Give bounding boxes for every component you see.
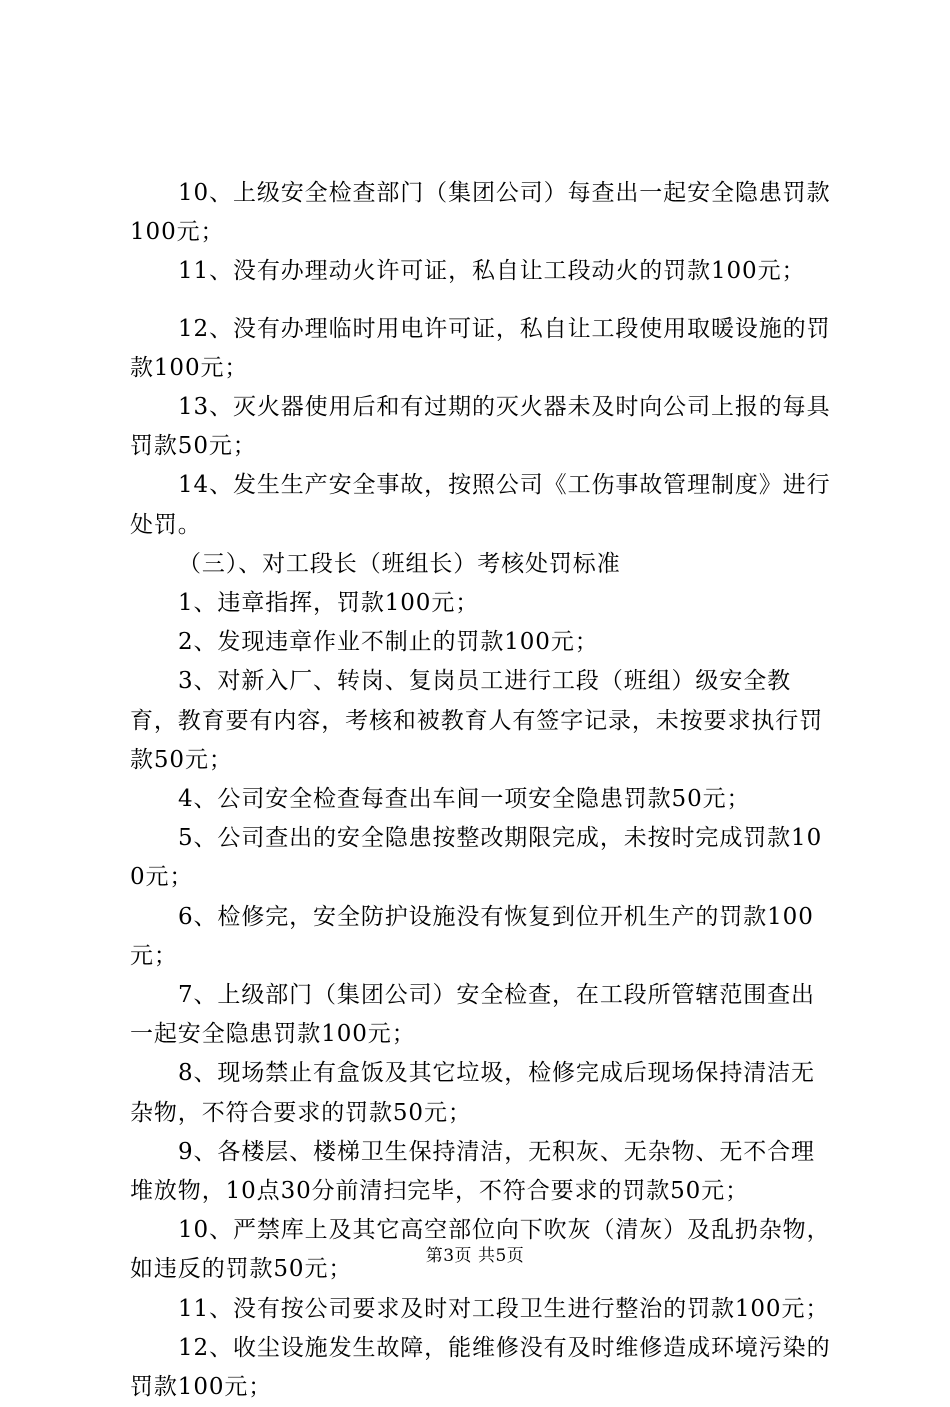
- paragraph-foreman-item-8: 8、现场禁止有盒饭及其它垃圾，检修完成后现场保持清洁无杂物，不符合要求的罚款50元；: [130, 1060, 815, 1126]
- paragraph-foreman-item-3: 3、对新入厂、转岗、复岗员工进行工段（班组）级安全教育，教育要有内容，考核和被教育人有签字记录，未按要求执行罚款50元；: [130, 668, 824, 773]
- document-body: [130, 174, 832, 1407]
- paragraph-item-13-extinguisher: 13、灭火器使用后和有过期的灭火器未及时向公司上报的每具罚款50元；: [130, 394, 831, 460]
- paragraph-foreman-item-5: 5、公司查出的安全隐患按整改期限完成，未按时完成罚款100元；: [130, 825, 823, 891]
- paragraph-foreman-item-9: 9、各楼层、楼梯卫生保持清洁，无积灰、无杂物、无不合理堆放物，10点30分前清扫完毕，不符合要求的罚款50元；: [130, 1138, 815, 1205]
- paragraph-foreman-item-11: 11、没有按公司要求及时对工段卫生进行整治的罚款100元；: [178, 1295, 830, 1322]
- section-heading-foreman-standards: （三）、对工段长（班组长）考核处罚标准: [178, 550, 621, 577]
- paragraph-foreman-item-12: 12、收尘设施发生故障，能维修没有及时维修造成环境污染的罚款100元；: [130, 1334, 831, 1401]
- paragraph-foreman-item-7: 7、上级部门（集团公司）安全检查，在工段所管辖范围查出一起安全隐患罚款100元；: [130, 982, 815, 1048]
- paragraph-foreman-item-1: 1、违章指挥，罚款100元；: [178, 590, 480, 617]
- paragraph-foreman-item-2: 2、发现违章作业不制止的罚款100元；: [178, 629, 599, 656]
- paragraph-item-12-temporary-power: 12、没有办理临时用电许可证，私自让工段使用取暖设施的罚款100元；: [130, 315, 831, 381]
- paragraph-foreman-item-6: 6、检修完，安全防护设施没有恢复到位开机生产的罚款100元；: [130, 903, 814, 969]
- paragraph-item-14-accident: 14、发生生产安全事故，按照公司《工伤事故管理制度》进行处罚。: [130, 472, 831, 538]
- page-number-footer: 第3页 共5页: [425, 1246, 525, 1266]
- paragraph-foreman-item-4: 4、公司安全检查每查出车间一项安全隐患罚款50元；: [178, 786, 751, 813]
- paragraph-foreman-item-10: 10、严禁库上及其它高空部位向下吹灰（清灰）及乱扔杂物，如违反的罚款50元；: [130, 1217, 831, 1283]
- paragraph-item-11-hot-work: 11、没有办理动火许可证，私自让工段动火的罚款100元；: [178, 258, 806, 285]
- paragraph-item-10-inspection: 10、上级安全检查部门（集团公司）每查出一起安全隐患罚款100元；: [130, 180, 831, 246]
